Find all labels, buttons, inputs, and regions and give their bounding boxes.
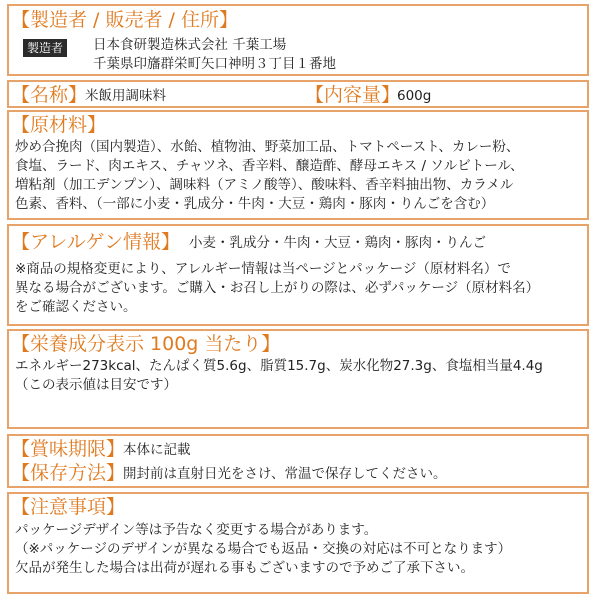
allergen-section xyxy=(7,224,589,326)
expiry-value: 本体に記載 xyxy=(123,442,191,458)
caution-line: 欠品が発生した場合は出荷が遅れる事もございますので予めご了承下さい。 xyxy=(15,560,474,576)
ingredients-line: 色素、香料、（一部に小麦・乳成分・牛肉・大豆・鶏肉・豚肉・りんごを含む） xyxy=(15,196,495,212)
storage-heading: 【保存方法】 xyxy=(11,462,126,484)
product-section xyxy=(7,80,589,108)
allergen-note: をご確認ください。 xyxy=(15,299,137,315)
ingredients-line: 増粘剤（加工デンプン）、調味料（アミノ酸等）、酸味料、香辛料抽出物、カラメル xyxy=(15,177,514,193)
allergen-note: ※商品の規格変更により、アレルギー情報は当ページとパッケージ（原材料名）で xyxy=(15,261,511,277)
allergen-heading: 【アレルゲン情報】 xyxy=(11,231,181,253)
expiry-heading: 【賞味期限】 xyxy=(11,438,126,460)
allergen-items: 小麦・乳成分・牛肉・大豆・鶏肉・豚肉・りんご xyxy=(189,235,486,251)
nutrition-heading: 【栄養成分表示 100g 当たり】 xyxy=(11,333,281,355)
ingredients-line: 炒め合挽肉（国内製造）、水飴、植物油、野菜加工品、トマトペースト、カレー粉、 xyxy=(15,139,520,155)
nutrition-section xyxy=(7,329,589,429)
ingredients-section xyxy=(7,110,589,220)
ingredients-heading: 【原材料】 xyxy=(11,114,107,136)
allergen-note: 異なる場合がございます。ご購入・お召し上がりの際は、必ずパッケージ（原材料名） xyxy=(15,280,540,296)
caution-heading: 【注意事項】 xyxy=(11,496,126,518)
volume-value: 600g xyxy=(397,88,432,104)
storage-value: 開封前は直射日光をさけ、常温で保存してください。 xyxy=(123,466,447,482)
nutrition-values: エネルギー273kcal、たんぱく質5.6g、脂質15.7g、炭水化物27.3g、食塩相当量4.4g xyxy=(15,358,543,374)
manufacturer-section xyxy=(7,4,589,76)
manufacturer-company: 日本食研製造株式会社 千葉工場 xyxy=(93,37,287,53)
name-value: 米飯用調味料 xyxy=(85,88,166,104)
volume-heading: 【内容量】 xyxy=(305,84,401,106)
caution-line: パッケージデザイン等は予告なく変更する場合があります。 xyxy=(15,522,378,538)
manufacturer-address: 千葉県印旛群栄町矢口神明３丁目１番地 xyxy=(93,56,336,72)
ingredients-line: 食塩、ラード、肉エキス、チャツネ、香辛料、醸造酢、酵母エキス / ソルビトール、 xyxy=(15,158,524,174)
manufacturer-tag: 製造者 xyxy=(23,39,67,57)
name-heading: 【名称】 xyxy=(11,84,88,106)
expiry-storage-section xyxy=(7,434,589,488)
nutrition-note: （この表示値は目安です） xyxy=(15,377,177,393)
manufacturer-heading: 【製造者 / 販売者 / 住所】 xyxy=(11,9,238,31)
caution-line: （※パッケージのデザインが異なる場合でも返品・交換の対応は不可となります） xyxy=(15,541,512,557)
caution-section xyxy=(7,492,589,594)
